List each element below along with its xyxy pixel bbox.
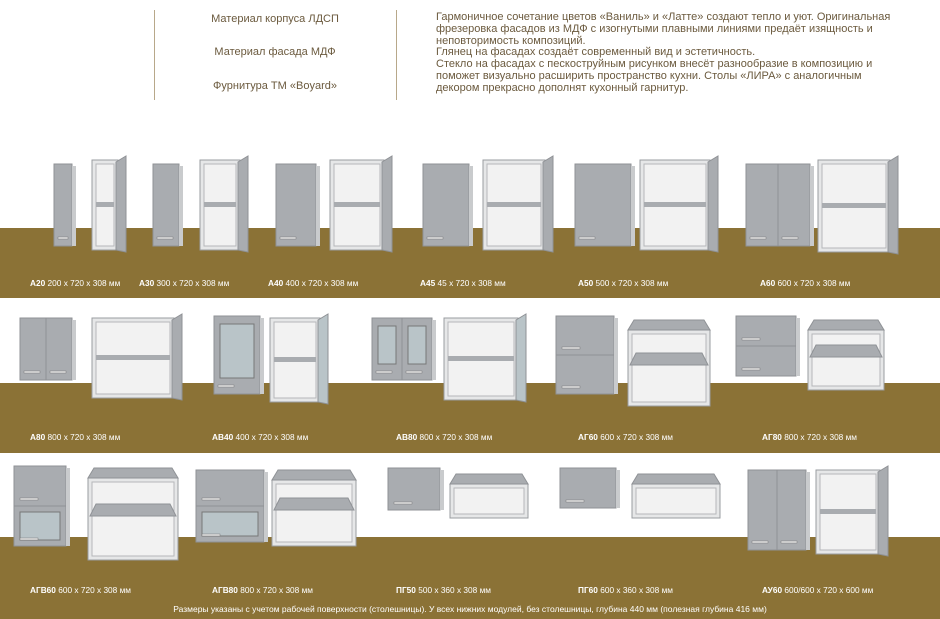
module-code: А50 xyxy=(578,278,594,288)
module-label-av80 xyxy=(396,432,492,442)
module-label-av40 xyxy=(212,432,308,442)
pg60-open-cabinet xyxy=(632,478,720,518)
dimensions-footnote: Размеры указаны с учетом рабочей поверхности (столешницы). У всех нижних модулей, без столешницы, глубина 440 мм (полезная глубина 416 мм) xyxy=(173,604,767,614)
module-dims: 45 х 720 х 308 мм xyxy=(437,278,506,288)
a20-closed-cabinet xyxy=(54,164,76,246)
module-code: АВ80 xyxy=(396,432,418,442)
module-dims: 800 х 720 х 308 мм xyxy=(47,432,121,442)
au60-closed-cabinet xyxy=(748,470,810,550)
a60-closed-cabinet xyxy=(746,164,814,246)
ag80-closed-cabinet xyxy=(736,316,800,376)
module-code: А20 xyxy=(30,278,46,288)
header-divider-right xyxy=(396,10,397,100)
pg50-open-cabinet xyxy=(450,478,528,518)
collection-description xyxy=(436,12,896,95)
module-label-au60 xyxy=(762,585,873,595)
module-dims: 300 х 720 х 308 мм xyxy=(156,278,230,288)
module-label-ag60 xyxy=(578,432,673,442)
module-code: А40 xyxy=(268,278,284,288)
a60-open-cabinet xyxy=(818,160,898,252)
module-dims: 800 х 720 х 308 мм xyxy=(784,432,858,442)
spec-carcass-material: Материал корпуса ЛДСП xyxy=(211,13,339,25)
a80-open-cabinet xyxy=(92,318,182,398)
agv60-closed-cabinet xyxy=(14,466,70,546)
spec-facade-material: Материал фасада МДФ xyxy=(214,46,336,58)
module-dims: 600 х 360 х 308 мм xyxy=(600,585,673,595)
description-paragraph: Гармоничное сочетание цветов «Ваниль» и «Латте» создают тепло и уют. Оригинальная фрезеровка фасадов из МДФ с изогнутыми плавными линиями предаёт изящность и неповторимость композиций. xyxy=(436,11,891,47)
module-dims: 400 х 720 х 308 мм xyxy=(235,432,309,442)
module-label-pg60 xyxy=(578,585,673,595)
module-label-a45 xyxy=(420,278,506,288)
av40-open-cabinet xyxy=(270,318,328,402)
module-code: АГВ80 xyxy=(212,585,238,595)
module-code: ПГ60 xyxy=(578,585,598,595)
description-paragraph: Глянец на фасадах создаёт современный вид и эстетичность. xyxy=(436,46,756,59)
module-dims: 800 х 720 х 308 мм xyxy=(419,432,493,442)
module-label-agv80 xyxy=(212,585,313,595)
module-dims: 500 х 360 х 308 мм xyxy=(418,585,491,595)
module-label-a40 xyxy=(268,278,358,288)
a80-closed-cabinet xyxy=(20,318,76,380)
a30-open-cabinet xyxy=(200,160,248,250)
module-label-a60 xyxy=(760,278,850,288)
ag60-open-cabinet xyxy=(628,324,710,406)
agv80-open-cabinet xyxy=(272,474,356,546)
pg50-closed-cabinet xyxy=(388,468,444,510)
a45-closed-cabinet xyxy=(423,164,473,246)
module-label-a80 xyxy=(30,432,120,442)
module-code: А80 xyxy=(30,432,46,442)
ag80-open-cabinet xyxy=(808,324,884,390)
module-dims: 600 х 720 х 308 мм xyxy=(600,432,674,442)
module-label-a30 xyxy=(139,278,229,288)
module-dims: 600 х 720 х 308 мм xyxy=(777,278,851,288)
module-code: А30 xyxy=(139,278,155,288)
agv80-closed-cabinet xyxy=(196,470,268,542)
module-dims: 400 х 720 х 308 мм xyxy=(285,278,359,288)
module-label-pg50 xyxy=(396,585,491,595)
module-code: ПГ50 xyxy=(396,585,416,595)
header-divider-left xyxy=(154,10,155,100)
module-label-ag80 xyxy=(762,432,857,442)
a50-closed-cabinet xyxy=(575,164,635,246)
module-label-agv60 xyxy=(30,585,131,595)
module-code: А45 xyxy=(420,278,436,288)
au60-open-cabinet xyxy=(816,470,896,554)
module-label-a20 xyxy=(30,278,120,288)
a20-open-cabinet xyxy=(92,160,126,250)
module-code: АГ60 xyxy=(578,432,598,442)
module-dims: 800 х 720 х 308 мм xyxy=(240,585,313,595)
a50-open-cabinet xyxy=(640,160,718,250)
module-code: АУ60 xyxy=(762,585,783,595)
module-dims: 600/600 х 720 х 600 мм xyxy=(784,585,874,595)
ag60-closed-cabinet xyxy=(556,316,618,394)
module-label-a50 xyxy=(578,278,668,288)
a40-open-cabinet xyxy=(330,160,392,250)
pg60-closed-cabinet xyxy=(560,468,620,508)
a45-open-cabinet xyxy=(483,160,553,250)
av80-open-cabinet xyxy=(444,318,526,400)
module-dims: 600 х 720 х 308 мм xyxy=(58,585,131,595)
agv60-open-cabinet xyxy=(88,472,178,560)
module-dims: 200 х 720 х 308 мм xyxy=(47,278,121,288)
spec-hardware: Фурнитура ТМ «Boyard» xyxy=(213,80,337,92)
av40-closed-cabinet xyxy=(214,316,264,394)
module-code: А60 xyxy=(760,278,776,288)
a40-closed-cabinet xyxy=(276,164,320,246)
description-paragraph: Стекло на фасадах с пескоструйным рисунком внесёт разнообразие в композицию и поможет визуально расширить пространство кухни. Столы «ЛИРА» с аналогичным декором прекрасно дополнят кухонный гарнитур. xyxy=(436,58,873,94)
module-code: АГ80 xyxy=(762,432,782,442)
module-code: АВ40 xyxy=(212,432,234,442)
a30-closed-cabinet xyxy=(153,164,183,246)
module-code: АГВ60 xyxy=(30,585,56,595)
av80-closed-cabinet xyxy=(372,318,436,380)
module-dims: 500 х 720 х 308 мм xyxy=(595,278,669,288)
